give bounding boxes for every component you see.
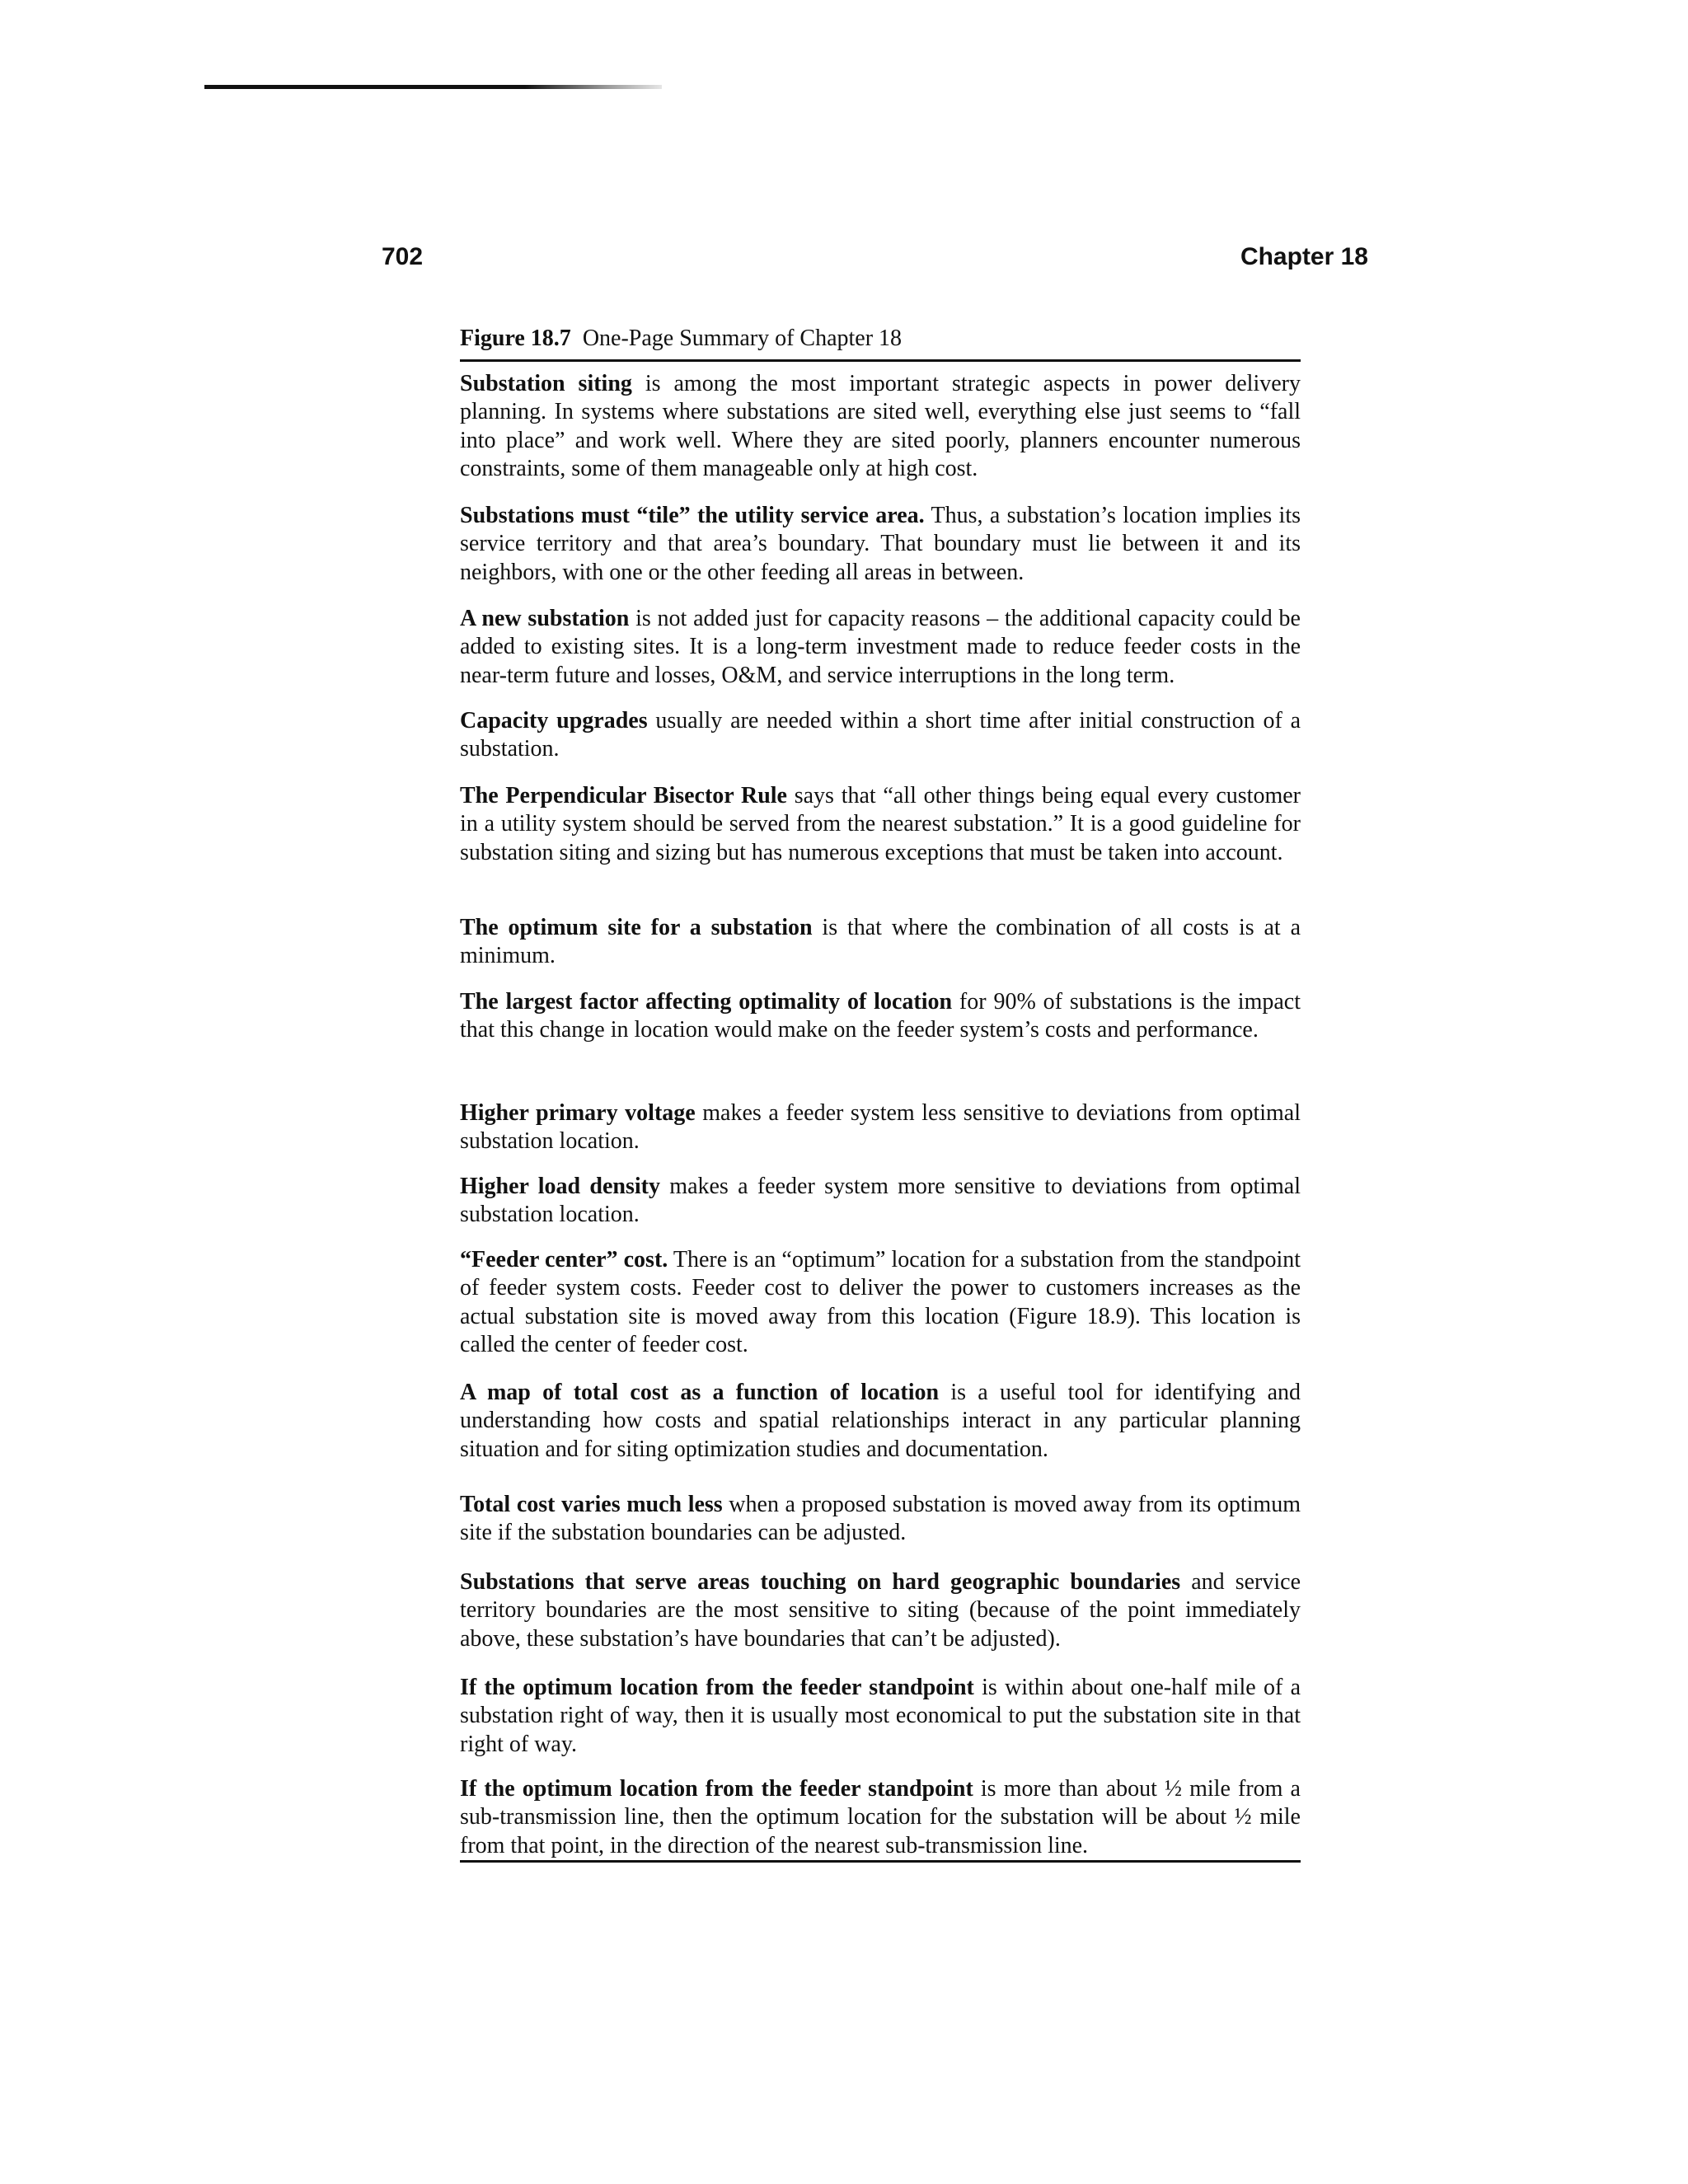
paragraph-lead: The optimum site for a substation: [460, 915, 813, 940]
paragraph-text: is within about one-half mile of a substation right of way, then it is usually most economical to put the substation site in that right of way.: [460, 1675, 1301, 1757]
summary-paragraph: [460, 1379, 1301, 1464]
paragraph-text: and service territory boundaries are the most sensitive to siting (because of the point immediately above, these substation’s have boundaries that can’t be adjusted).: [460, 1569, 1301, 1652]
paragraph-text: There is an “optimum” location for a substation from the standpoint of feeder system costs. Feeder cost to deliver the power to customers increases as the actual substation site is moved away from this location (Figure 18.9). This location is called the center of feeder cost.: [460, 1247, 1301, 1357]
summary-paragraph: [460, 1246, 1301, 1359]
figure-title: One-Page Summary of Chapter 18: [582, 326, 903, 351]
paragraph-text: is a useful tool for identifying and understanding how costs and spatial relationships interact in any particular planning situation and for siting optimization studies and documentation.: [460, 1380, 1301, 1462]
paragraph-lead: The Perpendicular Bisector Rule: [460, 783, 787, 808]
paragraph-lead: Higher load density: [460, 1174, 660, 1199]
paragraph-lead: “Feeder center” cost.: [460, 1247, 668, 1272]
paragraph-lead: If the optimum location from the feeder standpoint: [460, 1776, 973, 1802]
summary-paragraph: [460, 1674, 1301, 1759]
page-number: 702: [382, 243, 424, 270]
summary-paragraph: [460, 707, 1301, 764]
paragraph-text: is among the most important strategic aspects in power delivery planning. In systems where substations are sited well, everything else just seems to “fall into place” and work well. Where they are sited poorly, planners encounter numerous constraints, some of them manageable only at high cost.: [460, 371, 1301, 481]
chapter-label: Chapter 18: [1240, 243, 1368, 270]
paragraph-text: usually are needed within a short time after initial construction of a substation.: [460, 708, 1301, 762]
paragraph-text: makes a feeder system less sensitive to deviations from optimal substation location.: [460, 1100, 1301, 1155]
figure-number: Figure 18.7: [460, 326, 571, 351]
paragraph-text: Thus, a substation’s location implies its service territory and that area’s boundary. That boundary must lie between it and its neighbors, with one or the other feeding all areas in between.: [460, 503, 1301, 585]
paragraph-lead: A new substation: [460, 606, 630, 631]
summary-paragraph: [460, 1491, 1301, 1548]
paragraph-text: is that where the combination of all costs is at a minimum.: [460, 915, 1301, 969]
figure-caption: [460, 324, 902, 354]
summary-box: [460, 359, 1301, 1863]
summary-paragraph: [460, 1568, 1301, 1653]
summary-paragraph: [460, 988, 1301, 1045]
summary-paragraph: [460, 1775, 1301, 1860]
summary-paragraph: [460, 370, 1301, 483]
summary-paragraph: [460, 782, 1301, 867]
summary-paragraph: [460, 1173, 1301, 1230]
summary-paragraph: [460, 914, 1301, 971]
paragraph-lead: Total cost varies much less: [460, 1492, 723, 1517]
paragraph-lead: A map of total cost as a function of location: [460, 1380, 940, 1405]
paragraph-lead: If the optimum location from the feeder standpoint: [460, 1675, 974, 1700]
paragraph-text: says that “all other things being equal every customer in a utility system should be served from the nearest substation.” It is a good guideline for substation siting and sizing but has numerous exceptions that must be taken into account.: [460, 783, 1301, 865]
summary-paragraph: [460, 605, 1301, 690]
paragraph-text: makes a feeder system more sensitive to deviations from optimal substation location.: [460, 1174, 1301, 1228]
paragraph-text: for 90% of substations is the impact that this change in location would make on the feeder system’s costs and performance.: [460, 989, 1301, 1043]
top-rule: [204, 85, 662, 89]
paragraph-lead: Capacity upgrades: [460, 708, 648, 733]
paragraph-lead: Substations must “tile” the utility service area.: [460, 503, 925, 528]
paragraph-text: is more than about ½ mile from a sub-transmission line, then the optimum location for the substation will be about ½ mile from that point, in the direction of the nearest sub-transmission line.: [460, 1776, 1301, 1858]
paragraph-text: is not added just for capacity reasons – the additional capacity could be added to existing sites. It is a long-term investment made to reduce feeder costs in the near-term future and losses, O&M, and service interruptions in the long term.: [460, 606, 1301, 688]
paragraph-lead: Higher primary voltage: [460, 1100, 696, 1126]
summary-paragraph: [460, 1099, 1301, 1156]
summary-paragraph: [460, 502, 1301, 587]
paragraph-lead: Substations that serve areas touching on hard geographic boundaries: [460, 1569, 1181, 1595]
paragraph-lead: Substation siting: [460, 371, 632, 396]
paragraph-text: when a proposed substation is moved away from its optimum site if the substation boundaries can be adjusted.: [460, 1492, 1301, 1546]
paragraph-lead: The largest factor affecting optimality of location: [460, 989, 953, 1015]
